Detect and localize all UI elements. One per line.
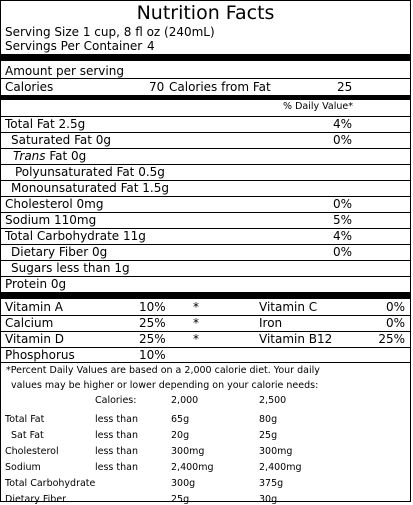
thick-divider <box>1 54 410 61</box>
nutrient-label: Polyunsaturated Fat 0.5g <box>15 165 165 179</box>
footnote-cell-label: Cholesterol <box>5 446 59 457</box>
nutrient-label: Total Fat 2.5g <box>5 117 86 131</box>
nutrient-daily-value: 0% <box>333 133 353 147</box>
nutrient-label <box>13 149 86 163</box>
vitamin-percent: 25% <box>139 316 166 330</box>
footnote-cell-qual: less than <box>95 430 138 441</box>
footnote-cell-c2000: 65g <box>171 414 190 425</box>
nutrient-daily-value: 5% <box>333 213 353 227</box>
footnote-cell-c2500: 30g <box>259 494 278 505</box>
nutrient-label: Total Carbohydrate 11g <box>5 229 146 243</box>
footnote-line-1: *Percent Daily Values are based on a 2,000 calorie diet. Your daily <box>6 365 320 376</box>
footnote-cell-qual: Calories: <box>95 395 137 406</box>
daily-value-header: % Daily Value* <box>283 101 353 112</box>
vitamin-name: Iron <box>259 316 283 330</box>
footnote-cell-c2000: 2,400mg <box>171 462 214 473</box>
footnote-cell-label: Sodium <box>5 462 41 473</box>
vitamin-name: Vitamin B12 <box>259 332 333 346</box>
divider <box>1 78 410 79</box>
thick-divider <box>1 292 410 299</box>
nutrient-label: Dietary Fiber 0g <box>11 245 108 259</box>
nutrient-daily-value: 0% <box>333 197 353 211</box>
nutrient-daily-value: 0% <box>333 245 353 259</box>
vitamin-percent: 10% <box>139 300 166 314</box>
vitamin-name: Calcium <box>5 316 54 330</box>
footnote-cell-c2500: 375g <box>259 478 284 489</box>
vitamin-percent: 25% <box>378 332 405 346</box>
footnote-line-2: values may be higher or lower depending on your calorie needs: <box>11 380 319 391</box>
footnote-cell-c2000: 2,000 <box>171 395 199 406</box>
vitamin-name: Vitamin D <box>5 332 65 346</box>
label-title: Nutrition Facts <box>136 2 275 24</box>
footnote-cell-c2000: 25g <box>171 494 190 505</box>
footnote-cell-c2000: 300mg <box>171 446 205 457</box>
divider <box>1 315 410 316</box>
footnote-cell-c2000: 20g <box>171 430 190 441</box>
calories-from-fat-label: Calories from Fat <box>169 80 271 94</box>
nutrient-label: Monounsaturated Fat 1.5g <box>11 181 169 195</box>
nutrient-label-italic: Trans <box>13 149 46 163</box>
vitamin-name: Phosphorus <box>5 348 75 362</box>
vitamin-separator: * <box>193 300 199 314</box>
vitamin-percent: 10% <box>139 348 166 362</box>
nutrient-daily-value: 4% <box>333 117 353 131</box>
footnote-cell-c2500: 300mg <box>259 446 293 457</box>
thick-divider <box>1 95 410 100</box>
vitamin-name: Vitamin C <box>259 300 318 314</box>
servings-per-container-value: 4 <box>147 39 155 53</box>
footnote-cell-qual: less than <box>95 446 138 457</box>
calories-from-fat-value: 25 <box>337 80 353 94</box>
divider <box>1 362 410 363</box>
vitamin-separator: * <box>193 332 199 346</box>
amount-per-serving: Amount per serving <box>5 64 124 78</box>
vitamin-percent: 0% <box>385 316 405 330</box>
footnote-cell-label: Sat Fat <box>11 430 44 441</box>
footnote-cell-label: Total Carbohydrate <box>5 478 96 489</box>
nutrient-label: Sodium 110mg <box>5 213 97 227</box>
vitamin-percent: 25% <box>139 332 166 346</box>
footnote-cell-c2000: 300g <box>171 478 196 489</box>
nutrient-label: Cholesterol 0mg <box>5 197 104 211</box>
nutrient-daily-value: 4% <box>333 229 353 243</box>
footnote-cell-c2500: 25g <box>259 430 278 441</box>
nutrient-label: Sugars less than 1g <box>11 261 130 275</box>
calories-value: 70 <box>149 80 165 94</box>
footnote-cell-c2500: 80g <box>259 414 278 425</box>
nutrient-label: Saturated Fat 0g <box>11 133 112 147</box>
footnote-cell-qual: less than <box>95 414 138 425</box>
nutrient-label-rest: Fat 0g <box>45 149 87 163</box>
footnote-cell-label: Total Fat <box>5 414 45 425</box>
vitamin-name: Vitamin A <box>5 300 63 314</box>
serving-size: Serving Size 1 cup, 8 fl oz (240mL) <box>5 25 215 39</box>
footnote-cell-qual: less than <box>95 462 138 473</box>
vitamin-percent: 0% <box>385 300 405 314</box>
footnote-cell-c2500: 2,500 <box>259 395 287 406</box>
servings-per-container-label: Servings Per Container <box>5 39 143 53</box>
footnote-cell-label: Dietary Fiber <box>5 494 67 505</box>
nutrient-label: Protein 0g <box>5 277 67 291</box>
calories-label: Calories <box>5 80 54 94</box>
footnote-cell-c2500: 2,400mg <box>259 462 302 473</box>
vitamin-separator: * <box>193 316 199 330</box>
